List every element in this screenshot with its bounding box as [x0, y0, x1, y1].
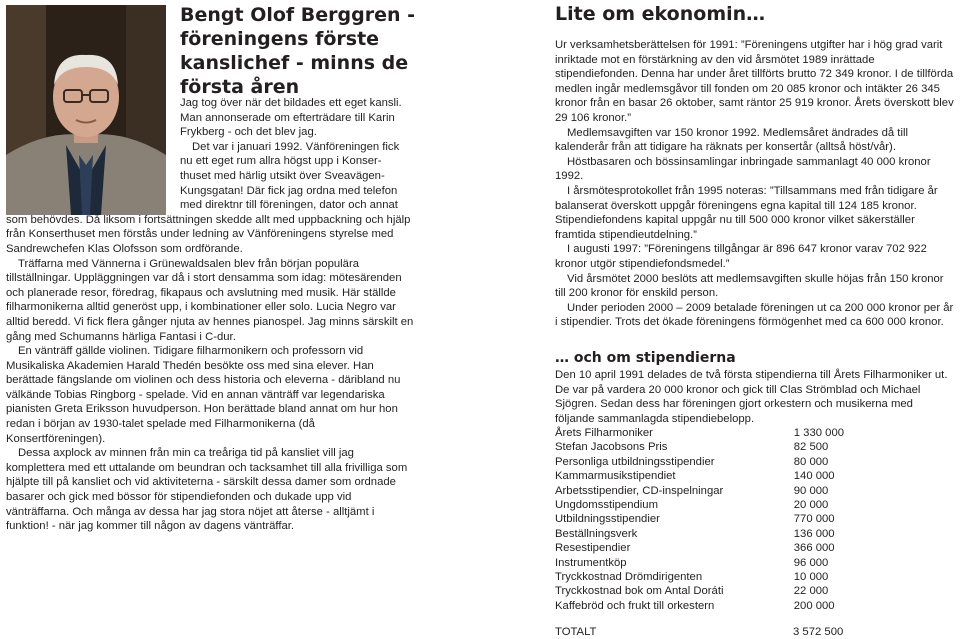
intro-line: nu ett eget rum allra högst upp i Konser- — [180, 155, 382, 168]
economy-paragraph: Vid årsmötet 2000 beslöts att medlemsavgiften skulle höjas från 150 kronor till 200 kronor för enskild person. — [555, 272, 944, 300]
body-paragraph: Träffarna med Vännerna i Grünewaldsalen blev från början populära tillställningar. Uppläggningen var då i stort densamma som idag: mötesärenden och planerade resor, föredrag, fikapaus och avslutning med musik. Här ställde filharmonikerna alltid generöst upp, i kombinationer eller solo. Lucia Negro var alltid beredd. Vi fick flera gånger njuta av hennes pianospel. Jag minns särskilt en gång med Schumanns härliga Fantasi i C-dur. — [6, 257, 414, 343]
row-amount: 80 000 — [793, 455, 829, 468]
economy-paragraph: I augusti 1997: ”Föreningens tillgångar är 896 647 kronor varav 702 922 kronor utgör stipendiefondsmedel.” — [555, 243, 927, 270]
economy-paragraph: Medlemsavgiften var 150 kronor 1992. Medlemsåret ändrades då till kalenderår från att tidigare ha räknats per konsertår (alltså höst/vår). — [555, 126, 908, 154]
row-amount: 366 000 — [793, 542, 835, 555]
intro-line: Frykberg - och det blev jag. — [180, 126, 317, 139]
row-amount: 22 000 — [793, 585, 829, 598]
intro-line: Jag tog över när det bildades ett eget kansli. — [180, 97, 402, 109]
row-amount: 20 000 — [793, 499, 829, 512]
row-amount: 1 330 000 — [793, 427, 845, 439]
total-row — [555, 626, 865, 638]
row-amount: 200 000 — [793, 599, 835, 612]
row-label: Resestipendier — [555, 542, 631, 555]
economy-body — [555, 38, 955, 330]
table-row — [555, 440, 865, 454]
economy-paragraph: Höstbasaren och bössinsamlingar inbringade sammanlagt 40 000 kronor 1992. — [555, 155, 931, 183]
body-paragraph: Dessa axplock av minnen från min ca treåriga tid på kansliet vill jag komplettera med ett uttalande om beundran och tacksamhet till alla frivilliga som hjälpte till på kansliet och vid aktiviteterna - särskilt dessa damer som ordnade basarer och gick med bössor för stipendiefonden och dukade upp vid vänträffarna. Och många av dessa har jag stora nöjet att återse - alltjämt i funktion! - när jag kommer till någon av dagens vänträffar. — [6, 447, 408, 533]
table-row — [555, 541, 865, 555]
scholarship-title: … och om stipendierna — [555, 350, 736, 366]
table-row — [555, 455, 865, 469]
economy-paragraph: Ur verksamhetsberättelsen för 1991: ”Föreningens utgifter har i hög grad varit inriktade mot en förstärkning av den vid årsmötet 1989 inrättade stipendiefonden. Denna har under året tillförts brutto 72 349 kronor. I de tillförda medlen ingår medlemsgåvor till fonden om 20 085 kronor och intäkter 26 345 kronor från en basar 26 oktober, samt räntor 25 919 kronor. Årets överskott blev 29 106 kronor.” — [555, 39, 954, 124]
article-title: Bengt Olof Berggren - föreningens förste kanslichef - minns de första åren — [180, 4, 416, 98]
table-row — [555, 498, 865, 512]
economy-paragraph: I årsmötesprotokollet från 1995 noteras: ”Tillsammans med från tidigare år balanserat överskott uppgår föreningens egna kapital till 124 185 kronor. Stipendiefondens kapital uppgår nu till 500 000 kronor vilket säkerställer framtida stipendieutdelning.” — [555, 184, 938, 241]
body-paragraph: som behövdes. Då liksom i fortsättningen skedde allt med uppbackning och hjälp från Konserthuset men förstås under ledning av Vänföreningens styrelse med Sandrewchefen Klas Olofsson som ordförande. — [6, 213, 411, 255]
table-row — [555, 584, 865, 598]
row-amount: 140 000 — [793, 470, 835, 483]
row-label: Ungdomsstipendium — [555, 499, 658, 512]
table-row — [555, 556, 865, 570]
row-amount: 136 000 — [793, 527, 835, 540]
economy-paragraph: Under perioden 2000 – 2009 betalade föreningen ut ca 200 000 kronor per år i stipendier. Trots det ökade föreningens förmögenhet med ca 600 000 kronor. — [555, 301, 954, 329]
row-label: Personliga utbildningsstipendier — [555, 455, 715, 468]
table-row — [555, 512, 865, 526]
row-label: Instrumentköp — [555, 556, 627, 569]
left-article-body — [6, 96, 416, 534]
intro-line: Det var i januari 1992. Vänföreningen fick — [192, 140, 400, 153]
row-amount: 96 000 — [793, 556, 829, 569]
economy-title: Lite om ekonomin… — [555, 3, 766, 25]
table-row — [555, 570, 865, 584]
row-label: Tryckkostnad Drömdirigenten — [555, 571, 703, 584]
row-label: Årets Filharmoniker — [555, 427, 653, 439]
row-label: Utbildningsstipendier — [555, 513, 660, 526]
table-row — [555, 484, 865, 498]
row-amount: 82 500 — [793, 441, 829, 454]
row-label: Kaffebröd och frukt till orkestern — [555, 599, 715, 612]
intro-line: Kungsgatan! Där fick jag ordna med telefon — [180, 184, 398, 197]
scholarship-table — [555, 426, 865, 613]
row-amount: 770 000 — [793, 513, 835, 526]
intro-line: Man annonserade om efterträdare till Karin — [180, 111, 395, 124]
table-row — [555, 426, 865, 440]
row-label: Stefan Jacobsons Pris — [555, 441, 668, 454]
total-amount: 3 572 500 — [793, 626, 844, 638]
scholarship-paragraph: Den 10 april 1991 delades de två första stipendierna till Årets Filharmoniker ut. De var på vardera 20 000 kronor och gick till Clas Strömblad och Michael Sjögren. Sedan dess har föreningen gjort orkestern och musikerna med följande sammanlagda stipendiebelopp. — [555, 369, 948, 425]
row-label: Kammarmusikstipendiet — [555, 470, 676, 483]
row-amount: 90 000 — [793, 484, 829, 497]
intro-block — [180, 96, 416, 213]
row-amount: 10 000 — [793, 571, 829, 584]
scholarship-intro — [555, 368, 955, 426]
row-label: Arbetsstipendier, CD-inspelningar — [555, 484, 724, 497]
table-row — [555, 527, 865, 541]
row-label: Tryckkostnad bok om Antal Doráti — [555, 585, 724, 598]
intro-line: med direktnr till föreningen, dator och annat — [180, 199, 398, 212]
body-paragraph: En vänträff gällde violinen. Tidigare filharmonikern och professorn vid Musikaliska Akademien Harald Thedén besökte oss med sina elever. Han berättade fängslande om violinen och dess historia och eleverna - däribland nu välkände Tobias Ringborg - spelade. Vid en annan vänträff var legendariska pianisten Greta Eriksson huvudperson. Hon berättade bland annat om hur hon redan i början av 1930-talet spelade med Filharmonikerna (då Konsertföreningen). — [6, 345, 401, 445]
intro-line: thuset med härlig utsikt över Sveavägen- — [180, 169, 385, 182]
row-label: Beställningsverk — [555, 527, 638, 540]
table-row — [555, 599, 865, 613]
total-label: TOTALT — [555, 626, 597, 638]
table-row — [555, 469, 865, 483]
